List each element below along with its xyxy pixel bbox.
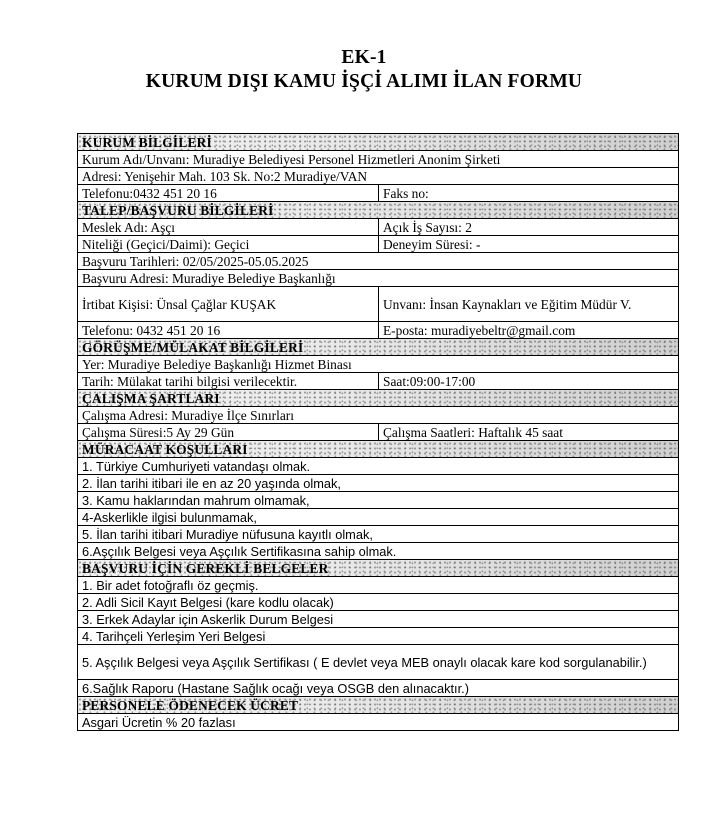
kurum-adres: Adresi: Yenişehir Mah. 103 Sk. No:2 Muradiye/VAN <box>78 168 679 185</box>
muracaat-kosulu: 2. İlan tarihi itibari ile en az 20 yaşında olmak, <box>78 475 679 492</box>
kurum-adi: Kurum Adı/Unvanı: Muradiye Belediyesi Personel Hizmetleri Anonim Şirketi <box>78 151 679 168</box>
kurum-telefon: Telefonu:0432 451 20 16 <box>78 185 379 202</box>
muracaat-kosulu: 1. Türkiye Cumhuriyeti vatandaşı olmak. <box>78 458 679 475</box>
kurum-faks: Faks no: <box>379 185 679 202</box>
document-title: KURUM DIŞI KAMU İŞÇİ ALIMI İLAN FORMU <box>145 71 583 92</box>
gerekli-belge: 3. Erkek Adaylar için Askerlik Durum Belgesi <box>78 611 679 628</box>
gerekli-belge: 6.Sağlık Raporu (Hastane Sağlık ocağı veya OSGB den alınacaktır.) <box>78 680 679 697</box>
mulakat-yeri: Yer: Muradiye Belediye Başkanlığı Hizmet Binası <box>78 356 679 373</box>
irtibat-unvani: Unvanı: İnsan Kaynakları ve Eğitim Müdür V. <box>379 287 679 322</box>
section-heading-belgeler: BAŞVURU İÇİN GEREKLİ BELGELER <box>78 560 679 577</box>
deneyim-suresi: Deneyim Süresi: - <box>379 236 679 253</box>
irtibat-telefonu: Telefonu: 0432 451 20 16 <box>78 322 379 339</box>
calisma-suresi: Çalışma Süresi:5 Ay 29 Gün <box>78 424 379 441</box>
section-heading-muracaat: MÜRACAAT KOŞULLARI <box>78 441 679 458</box>
basvuru-tarihleri: Başvuru Tarihleri: 02/05/2025-05.05.2025 <box>78 253 679 270</box>
document-label: EK-1 <box>341 47 387 68</box>
application-form-table <box>77 133 679 731</box>
gerekli-belge: 2. Adli Sicil Kayıt Belgesi (kare kodlu olacak) <box>78 594 679 611</box>
acik-is-sayisi: Açık İş Sayısı: 2 <box>379 219 679 236</box>
mulakat-tarihi: Tarih: Mülakat tarihi bilgisi verilecektir. <box>78 373 379 390</box>
calisma-adresi: Çalışma Adresi: Muradiye İlçe Sınırları <box>78 407 679 424</box>
gerekli-belge: 4. Tarihçeli Yerleşim Yeri Belgesi <box>78 628 679 645</box>
section-heading-gorusme: GÖRÜŞME/MÜLAKAT BİLGİLERİ <box>78 339 679 356</box>
ucret-degeri: Asgari Ücretin % 20 fazlası <box>78 714 679 731</box>
niteligi: Niteliği (Geçici/Daimi): Geçici <box>78 236 379 253</box>
section-heading-kurum: KURUM BİLGİLERİ <box>78 134 679 151</box>
calisma-saatleri: Çalışma Saatleri: Haftalık 45 saat <box>379 424 679 441</box>
muracaat-kosulu: 4-Askerlikle ilgisi bulunmamak, <box>78 509 679 526</box>
meslek-adi: Meslek Adı: Aşçı <box>78 219 379 236</box>
section-heading-calisma: ÇALIŞMA ŞARTLARI <box>78 390 679 407</box>
muracaat-kosulu: 6.Aşçılık Belgesi veya Aşçılık Sertifikasına sahip olmak. <box>78 543 679 560</box>
section-heading-ucret: PERSONELE ÖDENECEK ÜCRET <box>78 697 679 714</box>
irtibat-eposta: E-posta: muradiyebeltr@gmail.com <box>379 322 679 339</box>
gerekli-belge: 1. Bir adet fotoğraflı öz geçmiş. <box>78 577 679 594</box>
section-heading-talep: TALEP/BAŞVURU BİLGİLERİ <box>78 202 679 219</box>
muracaat-kosulu: 5. İlan tarihi itibari Muradiye nüfusuna kayıtlı olmak, <box>78 526 679 543</box>
mulakat-saati: Saat:09:00-17:00 <box>379 373 679 390</box>
basvuru-adresi: Başvuru Adresi: Muradiye Belediye Başkanlığı <box>78 270 679 287</box>
gerekli-belge: 5. Aşçılık Belgesi veya Aşçılık Sertifikası ( E devlet veya MEB onaylı olacak kare kod sorgulanabilir.) <box>78 645 679 680</box>
irtibat-kisisi: İrtibat Kişisi: Ünsal Çağlar KUŞAK <box>78 287 379 322</box>
muracaat-kosulu: 3. Kamu haklarından mahrum olmamak, <box>78 492 679 509</box>
